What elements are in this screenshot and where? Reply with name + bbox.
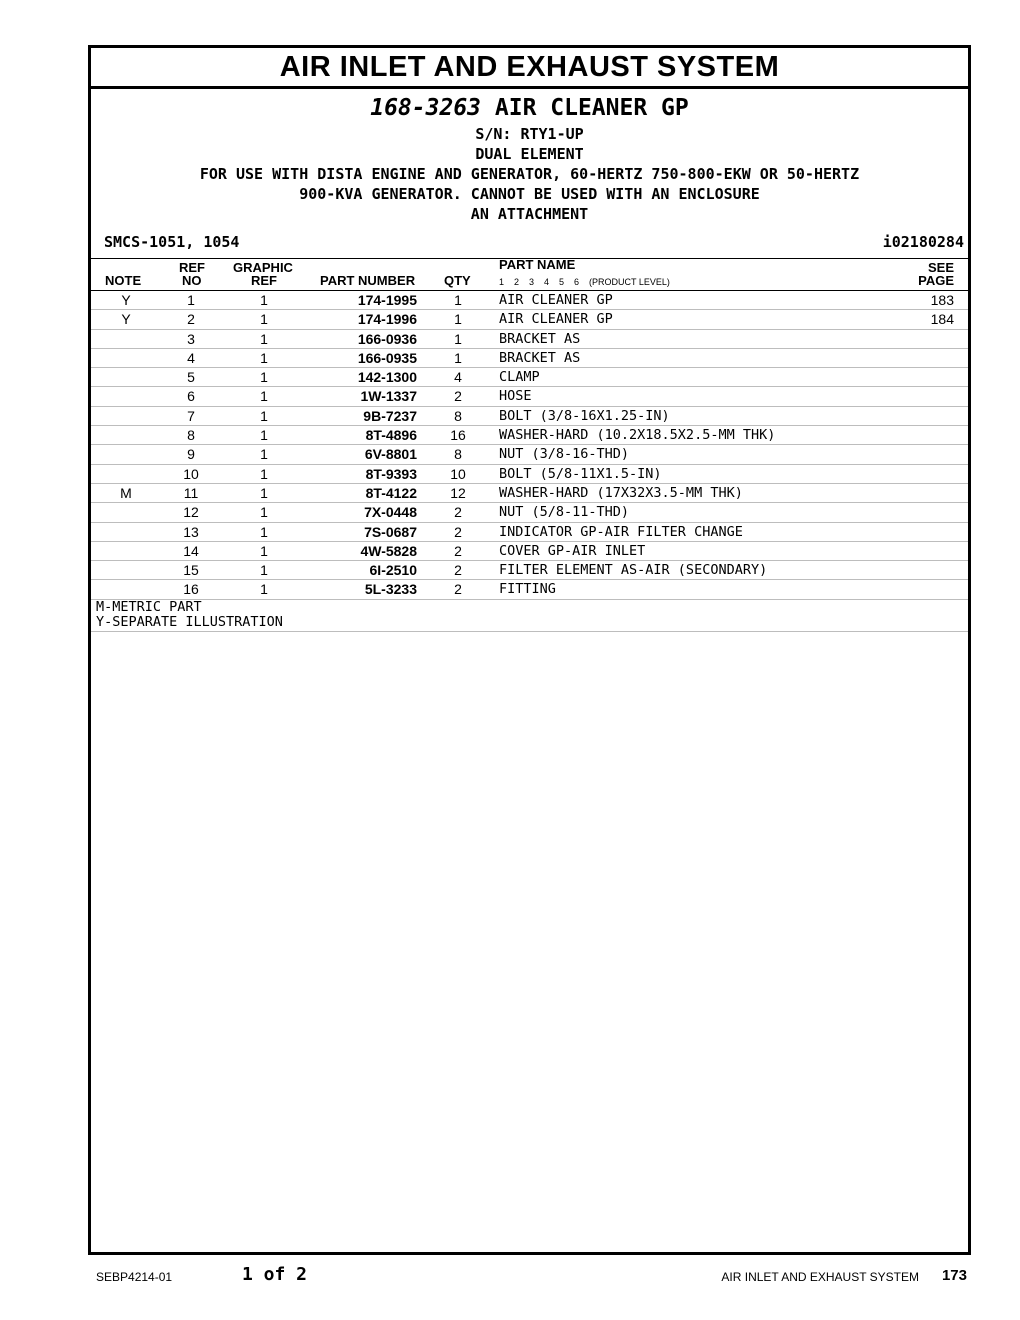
part-number: 8T-4122	[365, 484, 417, 501]
serial-number: S/N: RTY1-UP	[475, 125, 584, 143]
col-ref-bottom: NO	[182, 273, 202, 288]
table-row	[91, 484, 968, 503]
quantity: 16	[450, 427, 466, 444]
ref-number: 3	[187, 330, 195, 347]
table-row	[91, 445, 968, 464]
table-row	[91, 291, 968, 310]
table-row	[91, 542, 968, 561]
group-title	[91, 95, 968, 121]
part-number: 8T-4896	[365, 427, 417, 444]
col-graphic-bottom: REF	[251, 273, 277, 288]
quantity: 1	[454, 330, 462, 347]
illustration-id: i02180284	[882, 233, 964, 251]
col-part-number: PART NUMBER	[320, 273, 416, 288]
part-number: 174-1995	[357, 292, 417, 308]
graphic-ref: 1	[260, 446, 268, 463]
part-number: 5L-3233	[364, 581, 417, 598]
part-number: 174-1996	[357, 311, 417, 328]
graphic-ref: 1	[260, 542, 268, 559]
table-header	[91, 258, 968, 291]
ref-number: 8	[187, 427, 195, 444]
ref-number: 13	[183, 523, 199, 540]
part-number: 166-0935	[357, 349, 417, 366]
ref-number: 4	[187, 349, 195, 366]
smcs-code: SMCS-1051, 1054	[104, 233, 240, 251]
ref-number: 9	[187, 446, 195, 463]
quantity: 2	[454, 523, 462, 540]
quantity: 2	[454, 542, 462, 559]
description-line: DUAL ELEMENT	[475, 145, 584, 163]
doc-number: SEBP4214-01	[96, 1270, 173, 1284]
graphic-ref: 1	[260, 562, 268, 579]
table-row	[91, 465, 968, 484]
col-part-name: PART NAME	[499, 257, 576, 272]
part-name: INDICATOR GP-AIR FILTER CHANGE	[499, 523, 743, 540]
graphic-ref: 1	[260, 349, 268, 366]
page-number: 173	[941, 1267, 967, 1284]
ref-number: 10	[183, 465, 199, 482]
graphic-ref: 1	[260, 369, 268, 386]
section-title: AIR INLET AND EXHAUST SYSTEM	[91, 48, 968, 89]
col-product-level: 1 2 3 4 5 6 (PRODUCT LEVEL)	[499, 277, 670, 287]
footer-section: AIR INLET AND EXHAUST SYSTEM	[721, 1270, 919, 1284]
quantity: 2	[454, 562, 462, 579]
part-number: 4W-5828	[360, 542, 417, 559]
description-line: 900-KVA GENERATOR. CANNOT BE USED WITH AN ENCLOSURE	[299, 185, 760, 203]
part-name: FILTER ELEMENT AS-AIR (SECONDARY)	[499, 562, 768, 579]
see-page: 183	[930, 292, 954, 308]
page-of: 1 of 2	[242, 1264, 308, 1285]
ref-number: 14	[183, 542, 199, 559]
part-name: WASHER-HARD (17X32X3.5-MM THK)	[499, 484, 743, 501]
ref-number: 12	[183, 504, 199, 521]
graphic-ref: 1	[260, 407, 268, 424]
page-footer	[0, 1262, 1020, 1292]
part-number: 6I-2510	[369, 562, 417, 579]
part-name: HOSE	[499, 388, 532, 405]
graphic-ref: 1	[260, 504, 268, 521]
quantity: 10	[450, 465, 466, 482]
graphic-ref: 1	[260, 465, 268, 482]
ref-number: 16	[183, 581, 199, 598]
graphic-ref: 1	[260, 427, 268, 444]
part-note: Y	[121, 311, 131, 328]
part-number: 7S-0687	[364, 523, 417, 540]
part-name: BOLT (5/8-11X1.5-IN)	[499, 465, 662, 482]
part-number: 7X-0448	[364, 504, 417, 521]
graphic-ref: 1	[260, 523, 268, 540]
legend-metric: M-METRIC PART	[96, 598, 202, 615]
part-name: NUT (3/8-16-THD)	[499, 446, 630, 463]
group-header	[91, 89, 968, 258]
parts-page-frame	[88, 45, 971, 1255]
ref-number: 2	[187, 311, 195, 328]
table-row	[91, 503, 968, 522]
see-page: 184	[930, 311, 954, 328]
part-name: FITTING	[499, 581, 556, 598]
quantity: 2	[454, 388, 462, 405]
table-row	[91, 561, 968, 580]
table-row	[91, 310, 968, 329]
part-name: BRACKET AS	[499, 349, 581, 366]
part-name: CLAMP	[499, 369, 540, 386]
part-name: BRACKET AS	[499, 330, 581, 347]
table-row	[91, 387, 968, 406]
quantity: 2	[454, 504, 462, 521]
graphic-ref: 1	[260, 581, 268, 598]
legend	[91, 600, 968, 632]
quantity: 8	[454, 407, 462, 424]
table-row	[91, 330, 968, 349]
graphic-ref: 1	[260, 311, 268, 328]
quantity: 1	[454, 311, 462, 328]
part-note: M	[120, 484, 132, 501]
part-name: WASHER-HARD (10.2X18.5X2.5-MM THK)	[499, 427, 776, 444]
part-name: COVER GP-AIR INLET	[499, 542, 646, 559]
part-number: 8T-9393	[365, 465, 417, 482]
group-part-number: 168-3263	[370, 95, 482, 121]
col-note: NOTE	[105, 273, 142, 288]
legend-separate-illustration: Y-SEPARATE ILLUSTRATION	[91, 615, 968, 632]
part-note: Y	[121, 292, 131, 308]
quantity: 2	[454, 581, 462, 598]
quantity: 12	[450, 484, 466, 501]
description-line: AN ATTACHMENT	[470, 205, 589, 223]
col-see-bottom: PAGE	[918, 273, 954, 288]
part-number: 166-0936	[357, 330, 417, 347]
part-name: BOLT (3/8-16X1.25-IN)	[499, 407, 670, 424]
col-see-top: SEE	[927, 260, 954, 275]
ref-number: 1	[187, 292, 195, 308]
col-ref-top: REF	[179, 260, 205, 275]
part-name: AIR CLEANER GP	[499, 311, 613, 328]
table-row	[91, 426, 968, 445]
group-name: AIR CLEANER GP	[494, 95, 689, 121]
table-row	[91, 368, 968, 387]
col-graphic-top: GRAPHIC	[233, 260, 293, 275]
part-number: 142-1300	[357, 369, 417, 386]
quantity: 1	[454, 292, 462, 308]
col-qty: QTY	[444, 273, 471, 288]
part-name: NUT (5/8-11-THD)	[499, 504, 630, 521]
description-line: FOR USE WITH DISTA ENGINE AND GENERATOR, 60-HERTZ 750-800-EKW OR 50-HERTZ	[199, 165, 860, 183]
table-row	[91, 407, 968, 426]
graphic-ref: 1	[260, 292, 268, 308]
part-number: 1W-1337	[360, 388, 417, 405]
part-name: AIR CLEANER GP	[499, 292, 613, 308]
part-number: 9B-7237	[363, 407, 417, 424]
table-row	[91, 349, 968, 368]
table-row	[91, 523, 968, 542]
quantity: 1	[454, 349, 462, 366]
ref-number: 15	[183, 562, 199, 579]
graphic-ref: 1	[260, 484, 268, 501]
table-row	[91, 580, 968, 599]
ref-number: 5	[187, 369, 195, 386]
graphic-ref: 1	[260, 330, 268, 347]
quantity: 8	[454, 446, 462, 463]
part-number: 6V-8801	[364, 446, 417, 463]
ref-number: 6	[187, 388, 195, 405]
parts-table-body	[91, 291, 968, 600]
ref-number: 11	[183, 484, 199, 501]
ref-number: 7	[187, 407, 195, 424]
quantity: 4	[454, 369, 462, 386]
graphic-ref: 1	[260, 388, 268, 405]
